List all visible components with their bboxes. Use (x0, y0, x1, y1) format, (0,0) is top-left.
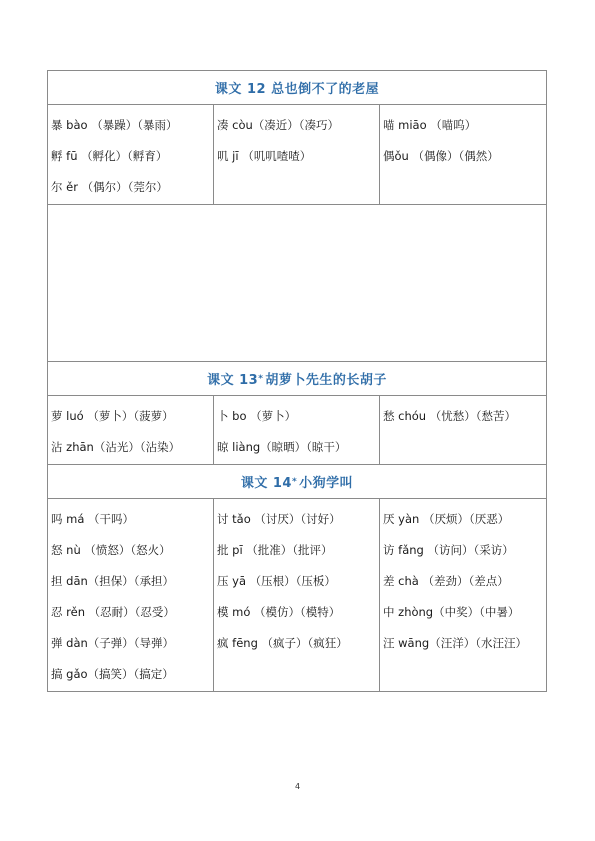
vocab-entry: 讨 tǎo （讨厌）（讨好） (217, 511, 341, 526)
vocab-entry: 汪 wāng（汪洋）（水汪汪） (383, 635, 527, 650)
vocab-entry: 批 pī （批准）（批评） (217, 542, 333, 557)
vocab-entry: 厌 yàn （厌烦）（厌恶） (383, 511, 510, 526)
vocab-entry: 孵 fū （孵化）（孵育） (51, 148, 168, 163)
vocab-entry: 叽 jī （叽叽喳喳） (217, 148, 312, 163)
vocab-entry: 吗 má （干吗） (51, 511, 135, 526)
vocab-entry: 忍 rěn （忍耐）（忍受） (51, 604, 175, 619)
lesson-13-title (48, 362, 546, 396)
lesson-13-col-2 (214, 396, 380, 464)
vocab-entry: 偶ǒu （偶像）（偶然） (383, 148, 499, 163)
vocabulary-table (47, 70, 547, 692)
vocab-entry: 差 chà （差劲）（差点） (383, 573, 509, 588)
lesson-12-title (48, 71, 546, 105)
vocab-entry: 弹 dàn（子弹）（导弹） (51, 635, 175, 650)
lesson-13-title-main: 课文 13 (207, 373, 259, 388)
vocab-entry: 疯 fēng （疯子）（疯狂） (217, 635, 348, 650)
page-number: 4 (294, 782, 301, 791)
vocab-entry: 访 fǎng （访问）（采访） (383, 542, 514, 557)
lesson-13-grid (48, 396, 546, 465)
vocab-entry: 喵 miāo （喵呜） (383, 117, 477, 132)
lesson-14-grid (48, 499, 546, 691)
lesson-12-col-3 (380, 105, 546, 204)
lesson-14-col-3 (380, 499, 546, 691)
lesson-12-col-2 (214, 105, 380, 204)
lesson-12-title-text: 课文 12 总也倒不了的老屋 (214, 82, 380, 97)
vocab-entry: 愁 chóu （忧愁）（愁苦） (383, 408, 516, 423)
vocab-entry: 萝 luó （萝卜）（菠萝） (51, 408, 174, 423)
lesson-13-title-rest: 胡萝卜先生的长胡子 (265, 373, 387, 388)
lesson-14-star: * (291, 476, 298, 487)
vocab-entry: 暴 bào （暴躁）（暴雨） (51, 117, 178, 132)
vocab-entry: 搞 gǎo（搞笑）（搞定） (51, 666, 174, 681)
lesson-12-col-1 (48, 105, 214, 204)
lesson-14-title (48, 465, 546, 499)
vocab-entry: 压 yā （压根）（压板） (217, 573, 336, 588)
lesson-14-title-rest: 小狗学叫 (299, 476, 354, 491)
vocab-entry: 沾 zhān（沾光）（沾染） (51, 439, 181, 454)
lesson-12-grid (48, 105, 546, 205)
lesson-13-star: * (258, 373, 264, 384)
vocab-entry: 凑 còu（凑近）（凑巧） (217, 117, 340, 132)
blank-writing-area (48, 205, 546, 362)
vocab-entry: 卜 bo （萝卜） (217, 408, 297, 423)
vocab-entry: 怒 nù （愤怒）（怒火） (51, 542, 171, 557)
vocab-entry: 尔 ěr （偶尔）（莞尔） (51, 179, 168, 194)
vocab-entry: 晾 liàng（晾晒）（晾干） (217, 439, 347, 454)
lesson-13-col-3 (380, 396, 546, 464)
lesson-13-col-1 (48, 396, 214, 464)
lesson-14-col-2 (214, 499, 380, 691)
vocab-entry: 担 dān（担保）（承担） (51, 573, 175, 588)
lesson-14-col-1 (48, 499, 214, 691)
vocab-entry: 模 mó （模仿）（模特） (217, 604, 341, 619)
vocab-entry: 中 zhòng（中奖）（中暑） (383, 604, 520, 619)
lesson-14-title-main: 课文 14 (240, 476, 292, 491)
